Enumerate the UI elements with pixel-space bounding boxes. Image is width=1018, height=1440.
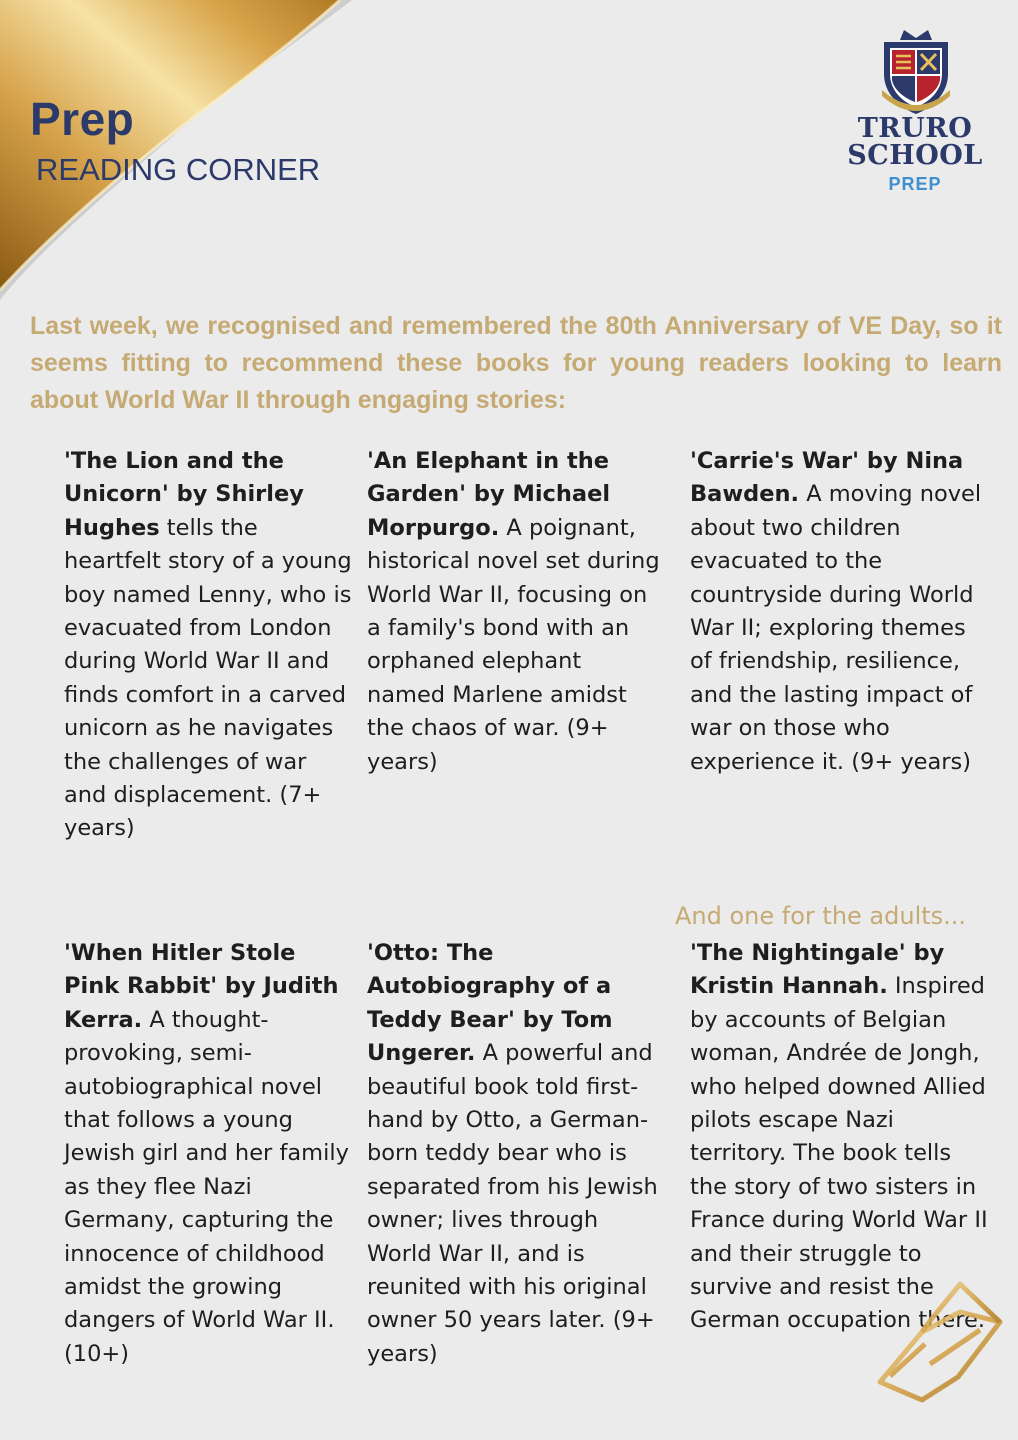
- book-description: A poignant, historical novel set during World War II, focusing on a family's bond with an orphaned elephant named Marlene amidst the chaos of war. (9+ years): [367, 514, 660, 775]
- school-crest-icon: [876, 28, 956, 116]
- book-title: 'Carrie's War' by Nina Bawden.: [690, 448, 964, 508]
- book-description: A thought-provoking, semi-autobiographical novel that follows a young Jewish girl and her family as they flee Nazi Germany, capturing the innocence of childhood amidst the growing dangers of World War II. (10+): [64, 1006, 349, 1367]
- page-subtitle: READING CORNER: [36, 152, 321, 187]
- logo-text-truro: TRURO: [857, 113, 973, 144]
- book-description: A moving novel about two children evacuated to the countryside during World War II; exploring themes of friendship, resilience, and the lasting impact of war on those who experience it. (9+ years): [690, 481, 982, 775]
- adults-heading: And one for the adults...: [675, 902, 967, 930]
- book-entry: [367, 937, 662, 1371]
- book-description: Inspired by accounts of Belgian woman, Andrée de Jongh, who helped downed Allied pilots escape Nazi territory. The book tells the story of two sisters in France during World War II and their struggle to survive and resist the German occupation there.: [690, 973, 988, 1334]
- book-title: 'Otto: The Autobiography of a Teddy Bear' by Tom Ungerer.: [367, 940, 613, 1067]
- book-description: A powerful and beautiful book told first-hand by Otto, a German-born teddy bear who is separated from his Jewish owner; lives through World War II, and is reunited with his original owner 50 years later. (9+ years): [367, 1040, 658, 1367]
- open-book-icon: [860, 1272, 1010, 1412]
- book-entry: [690, 445, 990, 779]
- intro-paragraph: Last week, we recognised and remembered the 80th Anniversary of VE Day, so it seems fitting to recommend these books for young readers looking to learn about World War II through engaging stories:: [30, 312, 1002, 414]
- book-entry: [367, 445, 662, 779]
- book-title: 'An Elephant in the Garden' by Michael Morpurgo.: [367, 448, 611, 541]
- logo-text-prep: PREP: [888, 174, 942, 194]
- book-entry: [64, 937, 354, 1371]
- page-title: Prep: [30, 93, 135, 145]
- book-description: tells the heartfelt story of a young boy named Lenny, who is evacuated from London during World War II and finds comfort in a carved unicorn as he navigates the challenges of war and displacement. (7+ years): [64, 514, 352, 842]
- book-entry: [64, 445, 354, 846]
- book-title: 'The Lion and the Unicorn' by Shirley Hughes: [64, 448, 304, 541]
- book-title: 'When Hitler Stole Pink Rabbit' by Judith Kerra.: [64, 940, 339, 1033]
- book-title: 'The Nightingale' by Kristin Hannah.: [690, 940, 945, 1000]
- logo-text-school: SCHOOL: [847, 140, 983, 171]
